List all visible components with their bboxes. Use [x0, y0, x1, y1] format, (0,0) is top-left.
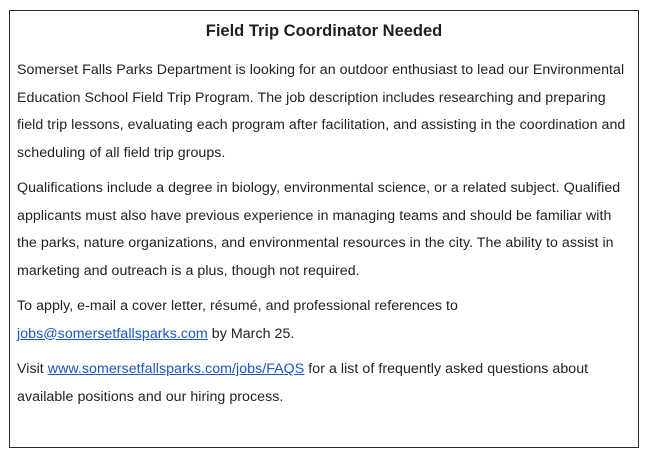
notice-body — [17, 57, 632, 419]
notice-title: Field Trip Coordinator Needed — [205, 22, 443, 40]
apply-text: To apply, e-mail a cover letter, résumé, and professional references to — [17, 298, 458, 314]
faq-paragraph — [17, 356, 632, 411]
faq-description-text: for a list of frequently asked questions about available positions and our hiring process. — [17, 361, 589, 405]
qualifications-paragraph: Qualifications include a degree in biology, environmental science, or a related subject. Qualified applicants must also have previous experience in managing teams and should be familiar with the parks, nature organizations, and environmental resources in the city. The ability to assist in marketing and outreach is a plus, though not required. — [17, 180, 621, 279]
apply-paragraph — [17, 293, 632, 348]
apply-deadline-text: by March 25. — [207, 325, 295, 342]
email-link[interactable]: jobs@somersetfallsparks.com — [17, 325, 208, 342]
faq-visit-text: Visit — [17, 361, 48, 377]
faq-link[interactable]: www.somersetfallsparks.com/jobs/FAQS — [47, 361, 305, 377]
job-description-paragraph: Somerset Falls Parks Department is looking for an outdoor enthusiast to lead our Environmental Education School Field Trip Program. The job description includes researching and preparing field trip lessons, evaluating each program after facilitation, and assisting in the coordination and scheduling of all field trip groups. — [17, 62, 626, 161]
notice-frame — [9, 10, 639, 448]
